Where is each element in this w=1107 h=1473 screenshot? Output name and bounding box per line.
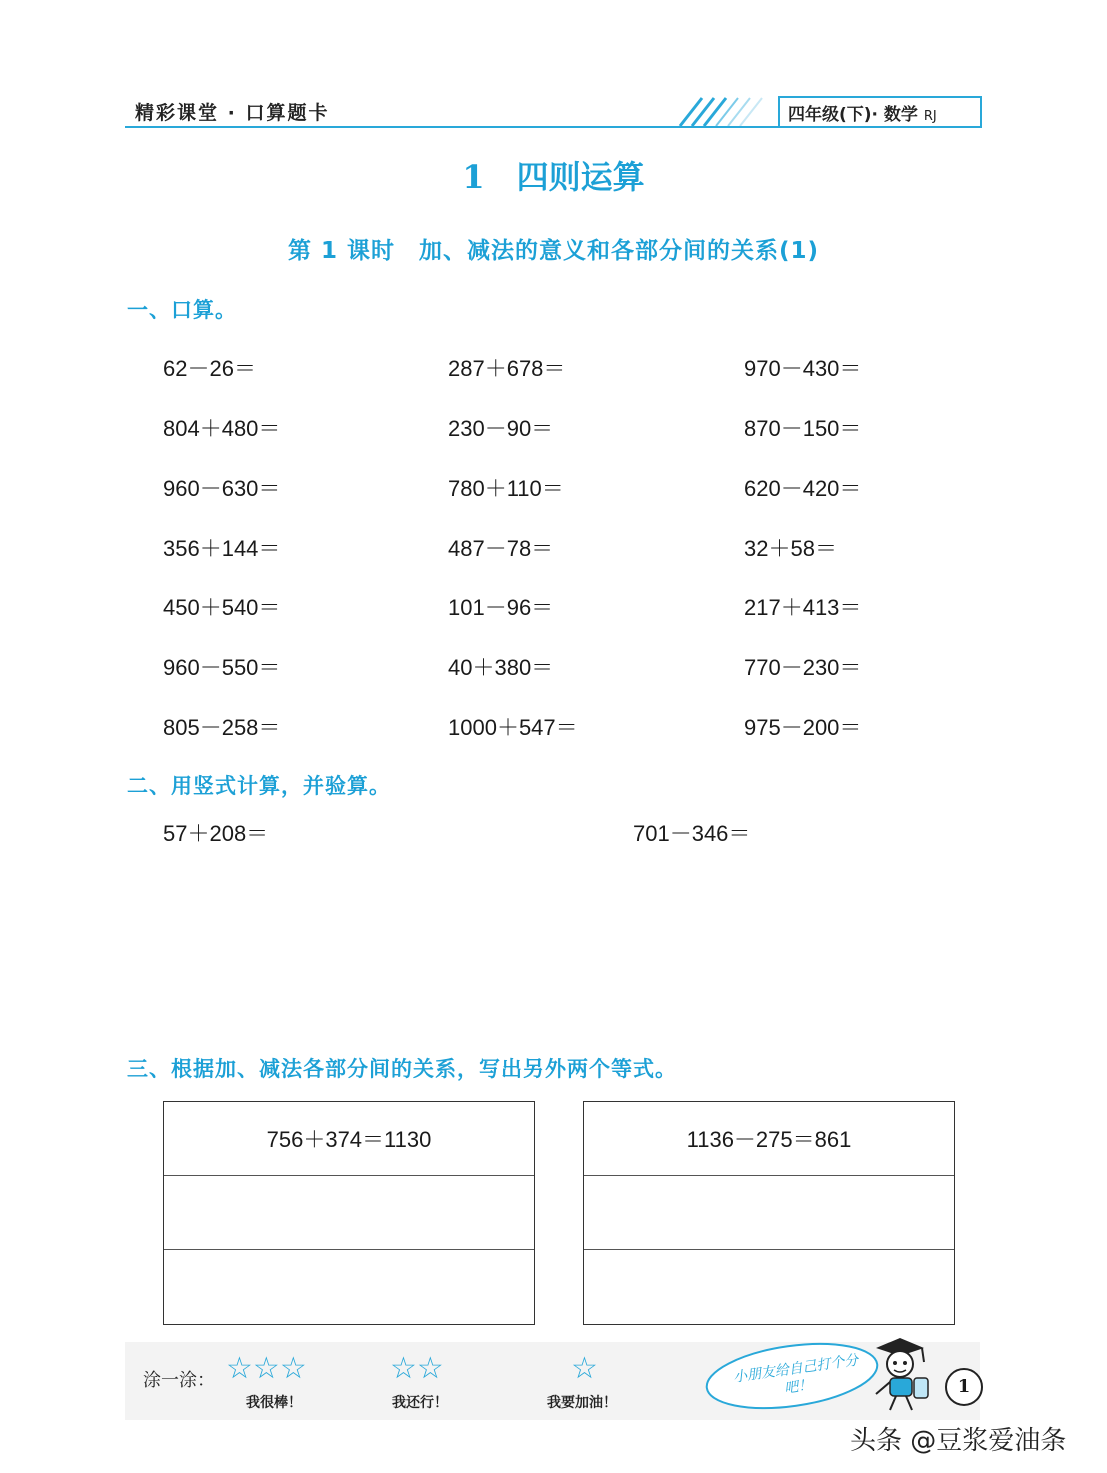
star-icon[interactable]: ☆ (279, 1351, 307, 1386)
section-3-title: 三、根据加、减法各部分间的关系，写出另外两个等式。 (127, 1057, 677, 1081)
rating-three-stars[interactable] (226, 1351, 307, 1386)
oral-calc-item: 450＋540＝ (163, 595, 281, 620)
star-icon[interactable]: ☆ (226, 1351, 253, 1386)
oral-calc-item: 770－230＝ (744, 655, 862, 680)
section-2-title: 二、用竖式计算，并验算。 (127, 774, 391, 798)
relation-row-answer[interactable] (164, 1250, 534, 1324)
rating-prompt: 涂一涂： (143, 1370, 215, 1391)
vertical-calc-right: 701－346＝ (633, 821, 751, 846)
student-mascot-icon (868, 1334, 940, 1414)
rating-label-try-harder: 我要加油！ (547, 1395, 617, 1411)
oral-calc-item: 620－420＝ (744, 476, 862, 501)
star-icon[interactable]: ☆ (571, 1351, 598, 1386)
relation-table-left (163, 1101, 535, 1325)
lesson-title: 第 1 课时 加、减法的意义和各部分间的关系(1) (287, 238, 820, 264)
header-stripes-decoration (676, 96, 780, 128)
oral-calc-item: 40＋380＝ (448, 655, 554, 680)
oral-calc-item: 960－550＝ (163, 655, 281, 680)
unit-title: 1 四则运算 (462, 158, 645, 196)
rating-label-ok: 我还行！ (392, 1395, 448, 1411)
star-icon[interactable]: ☆ (390, 1351, 417, 1386)
oral-calc-item: 287＋678＝ (448, 356, 566, 381)
oral-calc-item: 970－430＝ (744, 356, 862, 381)
rating-two-stars[interactable] (390, 1351, 444, 1386)
page-number: 1 (945, 1368, 983, 1406)
oral-calc-item: 805－258＝ (163, 715, 281, 740)
oral-calc-item: 804＋480＝ (163, 416, 281, 441)
relation-table-right (583, 1101, 955, 1325)
header-grade-subject: 四年级(下)· 数学 RJ (788, 105, 937, 125)
relation-row-answer[interactable] (584, 1250, 954, 1324)
oral-calc-item: 780＋110＝ (448, 476, 564, 501)
watermark: 头条 @豆浆爱油条 (850, 1426, 1067, 1456)
header-book-title: 精彩课堂 · 口算题卡 (135, 102, 330, 124)
star-icon[interactable]: ☆ (252, 1351, 280, 1386)
oral-calc-item: 975－200＝ (744, 715, 862, 740)
oral-calc-item: 356＋144＝ (163, 536, 281, 561)
section-1-title: 一、口算。 (127, 298, 237, 322)
rating-one-star[interactable] (571, 1351, 598, 1386)
star-icon[interactable]: ☆ (416, 1351, 444, 1386)
oral-calc-item: 960－630＝ (163, 476, 281, 501)
oral-calc-item: 101－96＝ (448, 595, 554, 620)
oral-calc-item: 1000＋547＝ (448, 715, 578, 740)
oral-calc-item: 870－150＝ (744, 416, 862, 441)
oral-calc-item: 62－26＝ (163, 356, 256, 381)
oral-calc-item: 32＋58＝ (744, 536, 837, 561)
speech-bubble-text: 小朋友给自己打个分吧！ (732, 1352, 860, 1397)
oral-calc-item: 230－90＝ (448, 416, 554, 441)
relation-row-given: 756＋374＝1130 (164, 1102, 534, 1176)
vertical-calc-left: 57＋208＝ (163, 821, 269, 846)
relation-row-answer[interactable] (584, 1176, 954, 1250)
header-rule (125, 126, 980, 128)
oral-calc-item: 487－78＝ (448, 536, 554, 561)
relation-row-answer[interactable] (164, 1176, 534, 1250)
relation-row-given: 1136－275＝861 (584, 1102, 954, 1176)
oral-calc-item: 217＋413＝ (744, 595, 862, 620)
rating-label-great: 我很棒！ (246, 1395, 302, 1411)
